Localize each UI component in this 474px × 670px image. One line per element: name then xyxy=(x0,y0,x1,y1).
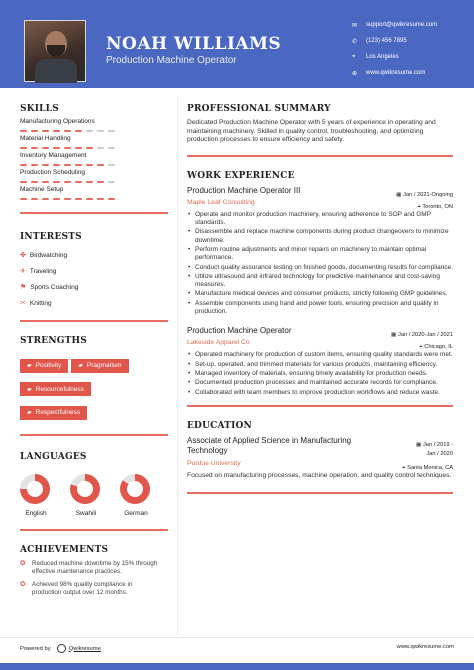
interest-label: Traveling xyxy=(29,268,57,275)
skill-level-dash xyxy=(108,198,115,200)
skill-level-dash xyxy=(97,164,104,166)
interest-label: Sports Coaching xyxy=(30,284,79,291)
skill-level-dash xyxy=(31,164,38,166)
education-entry xyxy=(187,436,453,481)
candidate-title: Production Machine Operator xyxy=(106,55,237,66)
job-dates-text: Jan / 2021-Ongoing xyxy=(403,191,453,198)
achievements-heading: ACHIEVEMENTS xyxy=(20,544,109,555)
contact-list xyxy=(352,17,437,81)
skill-level-dash xyxy=(42,130,49,132)
language-level-chart xyxy=(70,474,100,504)
section-separator xyxy=(20,320,168,322)
globe-icon: ⊕ xyxy=(352,70,358,77)
strength-icon: ▰ xyxy=(27,410,32,416)
skill-level-dash xyxy=(64,198,71,200)
skill-level-dash xyxy=(20,130,27,132)
skill-level-dash xyxy=(53,198,60,200)
job-title: Production Machine Operator xyxy=(187,326,292,336)
skill-level-dash xyxy=(75,164,82,166)
birdwatching-icon: ✤ xyxy=(20,252,26,259)
job-dates-text: Jan / 2020-Jan / 2021 xyxy=(397,332,453,339)
skill-level-dash xyxy=(97,181,104,183)
job-company: Maple Leaf Consulting xyxy=(187,198,255,206)
strength-tag xyxy=(20,406,87,420)
job-bullet: • Utilize ultrasound and infrared technology for predictive maintenance and cost-saving measures. xyxy=(187,273,453,290)
column-divider xyxy=(177,96,178,636)
brand-link[interactable]: Qwikresume xyxy=(68,645,101,652)
skill-level-dash xyxy=(42,147,49,149)
job-company: Lakeside Apparel Co xyxy=(187,339,250,347)
language-item xyxy=(120,474,152,517)
contact-text[interactable]: (123) 456 7895 xyxy=(366,38,407,44)
job-bullet: • Documented production processes and maintained accurate records for compliance. xyxy=(187,379,453,387)
profile-photo xyxy=(24,20,86,82)
job-dates xyxy=(396,191,453,200)
education-dates: ▦ Jan / 2019 - Jan / 2020 xyxy=(415,441,453,457)
skill-item xyxy=(20,186,168,200)
skill-level-dash xyxy=(86,164,93,166)
strength-label: Pragmatism xyxy=(86,362,122,369)
skill-level-dash xyxy=(53,181,60,183)
skill-level-dash xyxy=(31,198,38,200)
education-location: ⌖ Santa Monica, CA xyxy=(402,464,453,471)
section-separator xyxy=(187,405,453,407)
job-title: Production Machine Operator III xyxy=(187,185,301,195)
skill-level-dash xyxy=(64,130,71,132)
achievements-list xyxy=(20,560,168,597)
calendar-icon: ▦ xyxy=(415,441,423,448)
languages-heading: LANGUAGES xyxy=(20,451,87,462)
skill-level-dash xyxy=(20,198,27,200)
job-entry xyxy=(187,326,453,396)
interest-item xyxy=(20,281,94,294)
location-icon: ⌖ xyxy=(417,203,423,210)
skill-label: Manufacturing Operations xyxy=(20,118,95,125)
achievement-icon: ✪ xyxy=(20,580,26,588)
skill-item xyxy=(20,118,168,132)
interest-item xyxy=(20,249,94,262)
strength-tag xyxy=(20,382,91,396)
skill-item xyxy=(20,152,168,166)
job-location-text: Chicago, IL xyxy=(424,344,453,351)
job-bullet: • Perform routine adjustments and minor repairs on machinery to maintain optimal performance. xyxy=(187,246,453,263)
skill-level-dash xyxy=(75,198,82,200)
skill-level-dash xyxy=(97,147,104,149)
skill-level-dash xyxy=(86,198,93,200)
skill-level-bar xyxy=(20,130,168,132)
interests-heading: INTERESTS xyxy=(20,232,82,242)
strength-icon: ▰ xyxy=(78,363,83,369)
summary-heading: PROFESSIONAL SUMMARY xyxy=(187,104,331,114)
job-bullets xyxy=(187,211,453,317)
section-separator xyxy=(187,155,453,157)
location-icon: ⌖ xyxy=(419,344,425,351)
skill-label: Material Handling xyxy=(20,135,71,142)
education-heading: EDUCATION xyxy=(187,420,252,431)
job-bullets xyxy=(187,351,453,396)
job-bullet: • Operated machinery for production of custom items, ensuring quality standards were met. xyxy=(187,351,453,359)
job-bullet: • Disassemble and replace machine components during product changeovers to minimize downtime. xyxy=(187,228,453,245)
job-bullet: • Manufacture medical devices and consumer products, strictly following GMP guidelines. xyxy=(187,290,453,298)
language-level-chart xyxy=(20,474,50,504)
strength-label: Resourcefulness xyxy=(35,385,85,393)
skill-level-dash xyxy=(75,130,82,132)
location-icon: ⌖ xyxy=(352,53,356,60)
left-column xyxy=(20,104,168,597)
education-school: Purdue University xyxy=(187,459,241,467)
qwikresume-logo-icon xyxy=(57,644,66,653)
skill-level-dash xyxy=(64,181,71,183)
summary-text: Dedicated Production Machine Operator with 5 years of experience in operating and maintaining machinery. Skilled in quality control, troubleshooting, and optimizing production processes to ensure efficiency and safety. xyxy=(187,119,436,144)
skill-item xyxy=(20,135,168,149)
skill-level-dash xyxy=(20,181,27,183)
language-level-chart xyxy=(120,474,150,504)
skill-level-dash xyxy=(53,147,60,149)
strength-icon: ▰ xyxy=(27,363,32,369)
interest-label: Birdwatching xyxy=(29,252,68,259)
skill-level-dash xyxy=(86,181,93,183)
strength-label: Positivity xyxy=(35,362,62,369)
interest-item xyxy=(20,297,80,310)
skill-level-dash xyxy=(53,164,60,166)
job-bullet: • Collaborated with team members to improve production workflows and reduce waste. xyxy=(187,389,453,397)
section-separator xyxy=(20,212,168,214)
interests-list xyxy=(20,246,168,310)
skill-level-dash xyxy=(75,181,82,183)
right-column xyxy=(187,104,453,494)
interest-label: Knitting xyxy=(29,300,52,307)
education-text: Focused on manufacturing processes, machine operation, and quality control techniques. xyxy=(187,471,452,479)
traveling-icon: ✈ xyxy=(20,268,26,275)
section-separator xyxy=(187,492,453,494)
contact-text[interactable]: www.qwikresume.com xyxy=(366,70,426,76)
skill-level-dash xyxy=(53,130,60,132)
skill-label: Machine Setup xyxy=(20,186,64,193)
skill-level-bar xyxy=(20,164,168,166)
skill-level-dash xyxy=(108,147,115,149)
skill-level-dash xyxy=(31,130,38,132)
strength-icon: ▰ xyxy=(27,386,32,393)
skill-level-dash xyxy=(108,181,115,183)
language-label: German xyxy=(124,509,148,517)
job-entry xyxy=(187,186,453,317)
skill-level-dash xyxy=(42,164,49,166)
strength-tag xyxy=(20,359,68,373)
skill-level-dash xyxy=(31,181,38,183)
section-separator xyxy=(20,529,168,531)
phone-icon: ✆ xyxy=(352,38,358,45)
skill-level-dash xyxy=(31,147,38,149)
skill-level-dash xyxy=(20,164,27,166)
skill-level-dash xyxy=(75,147,82,149)
skill-level-dash xyxy=(86,130,93,132)
contact-text[interactable]: support@qwikresume.com xyxy=(366,22,438,28)
footer-url[interactable]: www.qwikresume.com xyxy=(396,644,454,650)
skill-level-dash xyxy=(97,198,104,200)
strength-tag xyxy=(71,359,128,373)
language-item xyxy=(20,474,52,517)
language-label: English xyxy=(25,509,47,517)
contact-item xyxy=(352,17,437,33)
skill-item xyxy=(20,169,168,183)
job-bullet: • Assemble components using hand and power tools, ensuring precision and quality in production. xyxy=(187,300,453,317)
contact-item xyxy=(352,65,437,81)
contact-item xyxy=(352,49,437,65)
strengths-heading: STRENGTHS xyxy=(20,336,87,346)
skill-label: Inventory Management xyxy=(20,152,87,159)
contact-text[interactable]: Los Angeles xyxy=(366,54,399,60)
job-bullet: • Operate and monitor production machinery, ensuring adherence to SOP and GMP standards. xyxy=(187,211,453,228)
calendar-icon: ▦ xyxy=(391,332,398,339)
language-label: Swahili xyxy=(75,509,97,517)
skill-level-dash xyxy=(64,164,71,166)
skill-label: Production Scheduling xyxy=(20,169,86,176)
skill-level-bar xyxy=(20,147,168,149)
skill-level-dash xyxy=(20,147,27,149)
skills-heading: SKILLS xyxy=(20,104,59,114)
experience-list xyxy=(187,186,453,397)
interest-item xyxy=(20,265,80,278)
skill-level-dash xyxy=(42,198,49,200)
calendar-icon: ▦ xyxy=(396,191,404,198)
languages-list xyxy=(20,474,168,517)
skills-list xyxy=(20,118,168,200)
achievement-text: Achieved 98% quality compliance in production output over 12 months. xyxy=(32,580,133,596)
skill-level-dash xyxy=(42,181,49,183)
candidate-name: NOAH WILLIAMS xyxy=(106,34,282,54)
resume-header xyxy=(0,0,474,88)
achievement-item xyxy=(20,581,168,597)
language-item xyxy=(70,474,102,517)
skill-level-bar xyxy=(20,198,168,200)
skill-level-bar xyxy=(20,181,168,183)
strength-label: Respectfulness xyxy=(35,409,81,416)
powered-by: Powered by Qwikresume xyxy=(20,645,101,652)
skill-level-dash xyxy=(64,147,71,149)
knitting-icon: ✂ xyxy=(20,300,26,307)
job-bullet: • Conduct quality assurance testing on finished goods, documenting results for compliance. xyxy=(187,264,453,272)
skill-level-dash xyxy=(86,147,93,149)
skill-level-dash xyxy=(108,130,115,132)
location-icon: ⌖ xyxy=(402,464,408,471)
contact-item xyxy=(352,33,437,49)
strengths-list xyxy=(20,354,168,425)
education-degree: Associate of Applied Science in Manufacturing Technology xyxy=(187,435,352,455)
job-location-text: Toronto, ON xyxy=(422,203,453,210)
section-separator xyxy=(20,434,168,436)
skill-level-dash xyxy=(97,130,104,132)
job-bullet: • Managed inventory of materials, ensuring timely availability for production needs. xyxy=(187,370,453,378)
email-icon: ✉ xyxy=(352,22,358,29)
bottom-bar xyxy=(0,663,474,670)
job-dates xyxy=(391,331,453,340)
achievement-icon: ✪ xyxy=(20,559,26,567)
achievement-item xyxy=(20,560,168,576)
job-bullet: • Set-up, operated, and trimmed materials for various products, maintaining efficiency. xyxy=(187,361,453,369)
skill-level-dash xyxy=(108,164,115,166)
experience-heading: WORK EXPERIENCE xyxy=(187,170,295,181)
achievement-text: Reduced machine downtime by 15% through effective maintenance practices. xyxy=(32,559,158,575)
sports-coaching-icon: ⚑ xyxy=(20,284,27,291)
